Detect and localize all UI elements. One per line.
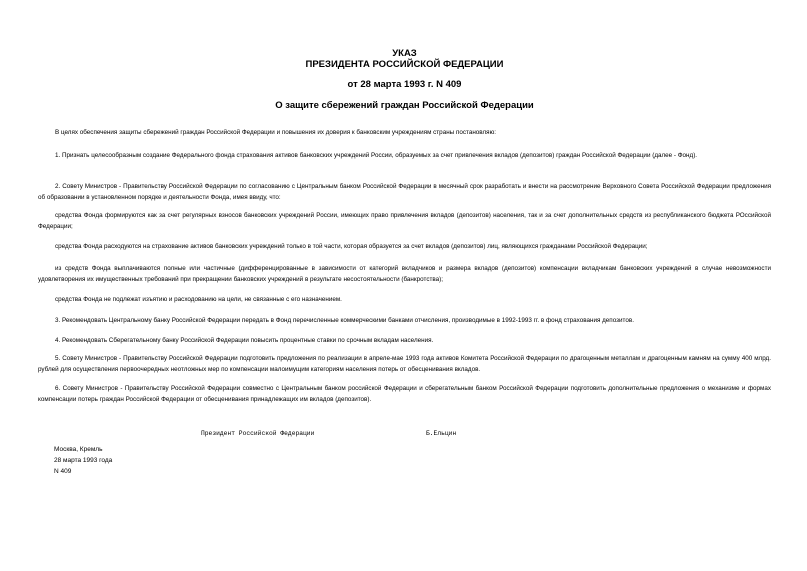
paragraph-3: 3. Рекомендовать Центральному банку Российской Федерации передать в Фонд перечисленные коммерческими банками отчисления, производимые в 1992-1993 гг. в фонд страхования депозитов. [55,317,634,324]
place-date: 28 марта 1993 года [54,457,113,464]
paragraph-6: 6. Совету Министров - Правительству Российской Федерации совместно с Центральным банком российской Федерации и сберегательным банком Российской Федерации подготовить дополнительные предложения о механизме и формах компенсации потерь граждан Российской Федерации от обесценивания принадлежащих им вкладов (депозитов). [38,385,771,403]
decree-title: УКАЗ [392,48,417,59]
signature-name: Б.Ельцин [426,430,457,437]
paragraph-1: 1. Признать целесообразным создание Федерального фонда страхования активов банковских учреждений России, образуемых за счет привлечения вкладов (депозитов) граждан Российской Федерации (далее - Фонд). [55,152,698,159]
paragraph-2-item-3: из средств Фонда выплачиваются полные или частичные (дифференцированные в зависимости от категорий вкладчиков и размера вкладов (депозитов) компенсации вкладчикам банковских учреждений в случае невозможности удовлетворения их имущественных требований при прекращении банковских учреждений в результате несостоятельности (банкротства); [38,265,771,283]
place-city: Москва, Кремль [54,446,103,453]
paragraph-4: 4. Рекомендовать Сберегательному банку Российской Федерации повысить процентные ставки по срочным вкладам населения. [55,337,434,344]
paragraph-2-item-1: средства Фонда формируются как за счет регулярных взносов банковских учреждений России, имеющих право привлечения вкладов (депозитов) населения, так и за счет дополнительных средств из республиканского бюджета РОссийской Федерации; [38,212,771,230]
paragraph-2-item-4: средства Фонда не подлежат изъятию и расходованию на цели, не связанные с его назначением. [55,296,342,303]
paragraph-preamble: В целях обеспечения защиты сбережений граждан Российской Федерации и повышения их доверия к банковским учреждениям страны постановляю: [55,129,497,136]
place-number: N 409 [54,468,72,475]
paragraph-2-item-2: средства Фонда расходуются на страхование активов банковских учреждений только в той части, которая образуется за счет вкладов (депозитов) лиц, являющихся гражданами Российской Федерации; [55,243,648,250]
decree-issuer: ПРЕЗИДЕНТА РОССИЙСКОЙ ФЕДЕРАЦИИ [305,59,504,70]
paragraph-2: 2. Совету Министров - Правительству Российской Федерации по согласованию с Центральным банком Российской Федерации в месячный срок разработать и внести на рассмотрение Верховного Совета Российской Федерации предложения об образовании в установленном порядке и деятельности Фонда, имея ввиду, что: [38,183,771,201]
signature-position: Президент Российской Федерации [201,430,315,437]
decree-subject: О защите сбережений граждан Российской Федерации [275,100,534,111]
paragraph-5: 5. Совету Министров - Правительству Российской Федерации подготовить предложения по реализации в апреле-мае 1993 года активов Комитета Российской Федерации по драгоценным металлам и драгоценным камням на сумму 400 млрд. рублей для осуществления первоочередных неотложных мер по компенсации малоимущим категориям населения потерь от обесценивания вкладов. [38,355,771,373]
decree-date: от 28 марта 1993 г. N 409 [347,79,462,90]
document-page [38,0,771,571]
